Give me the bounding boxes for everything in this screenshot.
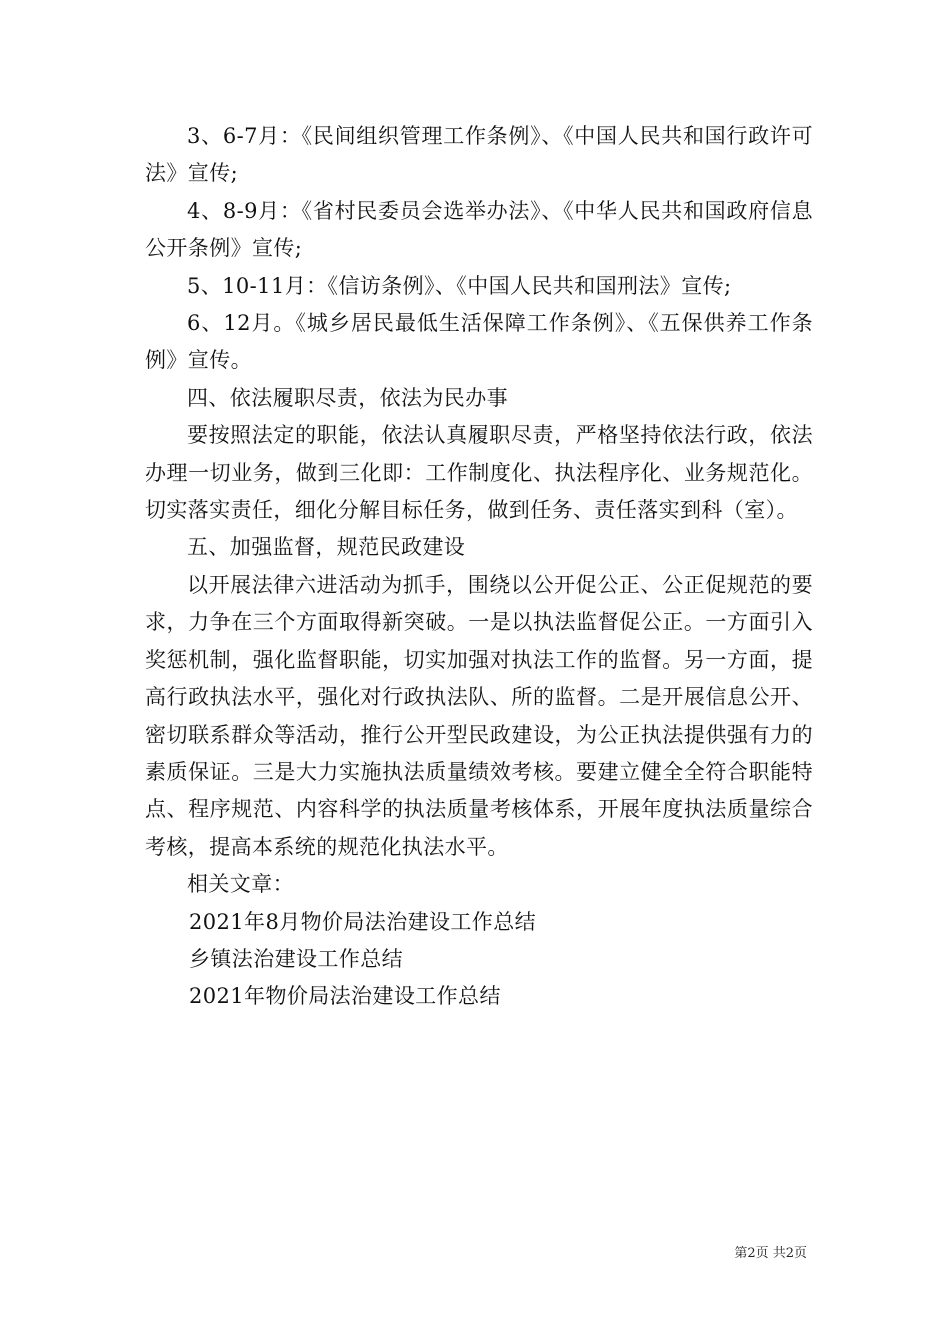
- section-heading-4: 四、依法履职尽责，依法为民办事: [187, 385, 508, 410]
- paragraph-item-5: 5、10-11月：《信访条例》、《中国人民共和国刑法》宣传;: [187, 273, 732, 298]
- paragraph-item-3: 3、6-7月：《民间组织管理工作条例》、《中国人民共和国行政许可法》宣传;: [145, 124, 813, 186]
- page-number-footer: 第2页 共2页: [734, 1246, 807, 1261]
- section-4-body: 要按照法定的职能，依法认真履职尽责，严格坚持依法行政，依法办理一切业务，做到三化即：工作制度化、执法程序化、业务规范化。切实落实责任，细化分解目标任务，做到任务、责任落实到科（室）。: [145, 423, 813, 523]
- document-body: [145, 118, 813, 1016]
- paragraph-item-4: 4、8-9月：《省村民委员会选举办法》、《中华人民共和国政府信息公开条例》宣传;: [145, 198, 813, 261]
- related-article-link-1[interactable]: 2021年8月物价局法治建设工作总结: [189, 909, 537, 934]
- section-5-body: 以开展法律六进活动为抓手，围绕以公开促公正、公正促规范的要求，力争在三个方面取得新突破。一是以执法监督促公正。一方面引入奖惩机制，强化监督职能，切实加强对执法工作的监督。另一方面，提高行政执法水平，强化对行政执法队、所的监督。二是开展信息公开、密切联系群众等活动，推行公开型民政建设，为公正执法提供强有力的素质保证。三是大力实施执法质量绩效考核。要建立健全全符合职能特点、程序规范、内容科学的执法质量考核体系，开展年度执法质量综合考核，提高本系统的规范化执法水平。: [145, 572, 813, 859]
- related-article-link-2[interactable]: 乡镇法治建设工作总结: [189, 946, 403, 971]
- related-articles-heading: 相关文章：: [187, 872, 294, 897]
- section-heading-5: 五、加强监督，规范民政建设: [187, 535, 466, 560]
- paragraph-item-6: 6、12月。《城乡居民最低生活保障工作条例》、《五保供养工作条例》宣传。: [145, 311, 813, 373]
- related-article-link-3[interactable]: 2021年物价局法治建设工作总结: [189, 984, 501, 1009]
